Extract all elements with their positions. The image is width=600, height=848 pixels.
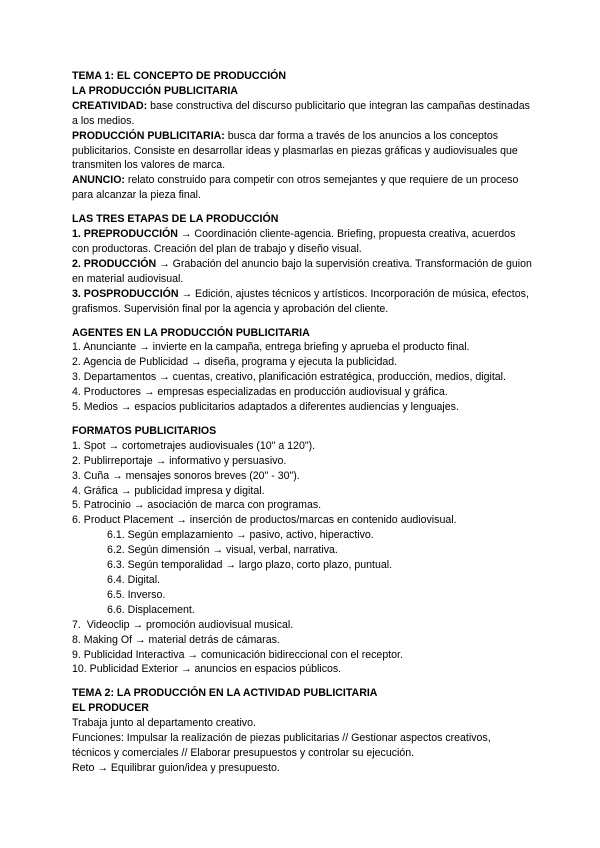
etapa-text: → Edición, ajustes técnicos y artísticos. Incorporación de música, efectos, grafismos. Supervisión final por la agencia y aprobación del cliente. — [72, 287, 529, 315]
list-item: 5. Medios → espacios publicitarios adaptados a diferentes audiencias y lenguajes. — [72, 401, 459, 414]
tema2-subtitle: EL PRODUCER — [72, 702, 149, 715]
def-creatividad — [72, 99, 532, 129]
list-item: 2. Publirreportaje → informativo y persuasivo. — [72, 454, 287, 467]
etapa-text: → Grabación del anuncio bajo la supervisión creativa. Transformación de guion en material audiovisual. — [72, 257, 532, 285]
def-text: relato construido para competir con otros semejantes y que requiere de un proceso para alcanzar la pieza final. — [72, 174, 519, 202]
document-page — [72, 69, 532, 776]
sub-list-item: 6.4. Digital. — [107, 574, 160, 586]
def-term: ANUNCIO: — [72, 174, 125, 187]
list-item: 8. Making Of → material detrás de cámaras. — [72, 633, 280, 646]
tema2-line: Reto → Equilibrar guion/idea y presupuesto. — [72, 761, 280, 774]
tema1-title: TEMA 1: EL CONCEPTO DE PRODUCCIÓN — [72, 70, 287, 82]
etapa-item — [72, 287, 532, 317]
tema2-line: Trabaja junto al departamento creativo. — [72, 717, 256, 730]
etapa-item — [72, 257, 532, 287]
list-item: 2. Agencia de Publicidad → diseña, programa y ejecuta la publicidad. — [72, 356, 398, 369]
sub-list-item: 6.6. Displacement. — [107, 603, 195, 616]
sub-list-item: 6.3. Según temporalidad → largo plazo, corto plazo, puntual. — [107, 559, 393, 572]
list-item: 6. Product Placement → inserción de productos/marcas en contenido audiovisual. — [72, 514, 457, 527]
def-term: CREATIVIDAD: — [72, 99, 148, 112]
etapa-term: 3. POSPRODUCCIÓN — [72, 287, 179, 300]
list-item: 5. Patrocinio → asociación de marca con programas. — [72, 499, 322, 512]
list-item: 10. Publicidad Exterior → anuncios en espacios públicos. — [72, 663, 342, 676]
etapa-term: 1. PREPRODUCCIÓN — [72, 228, 178, 241]
sub-list-item: 6.2. Según dimensión → visual, verbal, narrativa. — [107, 544, 338, 557]
list-item: 9. Publicidad Interactiva → comunicación bidireccional con el receptor. — [72, 648, 403, 661]
list-item: 1. Anunciante → invierte en la campaña, entrega briefing y aprueba el producto final. — [72, 341, 470, 354]
list-item: 7. Videoclip → promoción audiovisual musical. — [72, 618, 294, 631]
tema1-subtitle: LA PRODUCCIÓN PUBLICITARIA — [72, 84, 238, 97]
sub-list-item: 6.5. Inverso. — [107, 588, 166, 601]
list-item: 3. Departamentos → cuentas, creativo, planificación estratégica, producción, medios, digital. — [72, 371, 506, 384]
etapa-item — [72, 227, 532, 257]
def-anuncio — [72, 173, 532, 203]
tema2-line: Funciones: Impulsar la realización de piezas publicitarias // Gestionar aspectos creativos, técnicos y comerciales // Elaborar presupuestos y controlar su ejecución. — [72, 732, 491, 759]
etapas-title: LAS TRES ETAPAS DE LA PRODUCCIÓN — [72, 213, 279, 226]
tema2-title: TEMA 2: LA PRODUCCIÓN EN LA ACTIVIDAD PUBLICITARIA — [72, 687, 378, 700]
list-item: 3. Cuña → mensajes sonoros breves (20" - 30"). — [72, 469, 300, 482]
def-term: PRODUCCIÓN PUBLICITARIA: — [72, 129, 225, 142]
def-text: base constructiva del discurso publicitario que integran las campañas destinadas a los medios. — [72, 99, 530, 127]
list-item: 4. Gráfica → publicidad impresa y digital. — [72, 484, 265, 497]
def-produccion — [72, 129, 532, 174]
list-item: 4. Productores → empresas especializadas en producción audiovisual y gráfica. — [72, 386, 448, 399]
etapa-term: 2. PRODUCCIÓN — [72, 257, 157, 270]
def-text: busca dar forma a través de los anuncios a los conceptos publicitarios. Consiste en desarrollar ideas y plasmarlas en piezas gráficas y audiovisuales que transmiten los valores de marca. — [72, 129, 518, 172]
list-item: 1. Spot → cortometrajes audiovisuales (10" a 120"). — [72, 439, 316, 452]
agentes-title: AGENTES EN LA PRODUCCIÓN PUBLICITARIA — [72, 326, 310, 339]
sub-list-item: 6.1. Según emplazamiento → pasivo, activo, hiperactivo. — [107, 529, 374, 542]
formatos-title: FORMATOS PUBLICITARIOS — [72, 424, 217, 437]
etapa-text: → Coordinación cliente-agencia. Briefing, propuesta creativa, acuerdos con productoras. Creación del plan de trabajo y diseño visual. — [72, 228, 516, 255]
